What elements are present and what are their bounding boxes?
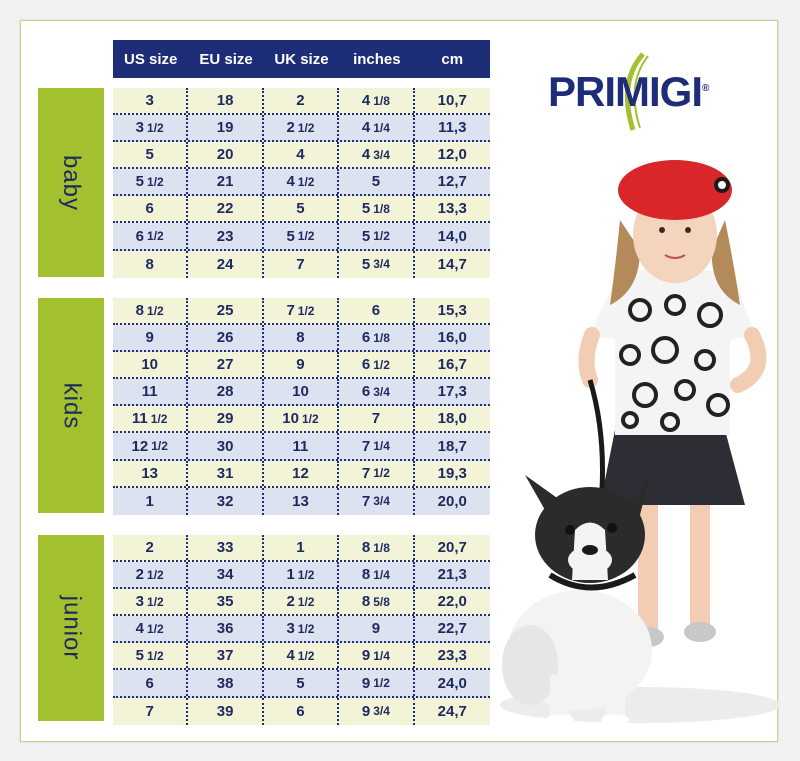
table-cell — [339, 589, 414, 614]
table-row — [113, 589, 490, 616]
cell-value: 24 — [216, 255, 234, 273]
cell-value: 9 — [296, 356, 305, 374]
table-cell — [188, 325, 263, 350]
header-us-size: US size — [124, 50, 178, 68]
cell-value: 12 — [292, 464, 309, 482]
header-inches: inches — [353, 50, 401, 68]
table-cell — [264, 251, 339, 278]
table-cell — [415, 352, 490, 377]
cell-fraction: 1/2 — [147, 120, 164, 135]
cell-fraction: 1/2 — [151, 439, 168, 454]
section-label-text: kids — [58, 382, 85, 429]
table-cell — [113, 535, 188, 560]
table-cell — [188, 698, 263, 725]
cell-value: 26 — [216, 329, 234, 347]
table-cell — [415, 88, 490, 113]
cell-value: 3 — [286, 620, 295, 638]
cell-fraction: 1/8 — [373, 201, 390, 216]
cell-value: 10 — [141, 356, 159, 374]
cell-value: 19 — [216, 119, 234, 137]
cell-value: 7 — [371, 410, 381, 428]
table-cell — [415, 325, 490, 350]
cell-value: 5 — [286, 227, 295, 245]
table-cell — [339, 196, 414, 221]
table-cell — [339, 142, 414, 167]
cell-value: 37 — [216, 647, 234, 665]
table-cell — [188, 251, 263, 278]
cell-value: 4 — [361, 119, 371, 137]
cell-value: 27 — [216, 356, 234, 374]
table-cell — [264, 562, 339, 587]
cell-value: 23,3 — [437, 647, 467, 665]
table-row — [113, 616, 490, 643]
table-cell — [339, 406, 414, 431]
table-cell — [415, 223, 490, 248]
table-cell — [339, 298, 414, 323]
cell-value: 22 — [216, 200, 234, 218]
cell-value: 13 — [141, 464, 159, 482]
table-cell — [264, 88, 339, 113]
cell-value: 9 — [361, 674, 371, 692]
table-cell — [339, 670, 414, 695]
cell-value: 12 — [131, 437, 149, 455]
table-cell — [113, 643, 188, 668]
cell-fraction: 5/8 — [373, 594, 390, 609]
cell-value: 32 — [216, 492, 234, 510]
cell-fraction: 1/8 — [373, 93, 390, 108]
table-cell — [339, 616, 414, 641]
cell-value: 14,0 — [437, 227, 467, 245]
cell-value: 4 — [296, 146, 305, 164]
cell-value: 7 — [296, 255, 305, 273]
table-cell — [188, 379, 263, 404]
cell-fraction: 3/4 — [373, 494, 390, 509]
table-cell — [339, 169, 414, 194]
cell-value: 1 — [145, 492, 154, 510]
table-cell — [415, 488, 490, 515]
table-cell — [188, 406, 263, 431]
table-row — [113, 488, 490, 515]
cell-value: 21,3 — [437, 566, 467, 584]
table-cell — [415, 616, 490, 641]
table-cell — [339, 325, 414, 350]
cell-value: 15,3 — [437, 302, 467, 320]
table-cell — [415, 562, 490, 587]
cell-value: 30 — [216, 437, 234, 455]
cell-fraction: 1/2 — [147, 229, 164, 244]
table-cell — [415, 535, 490, 560]
cell-fraction: 1/2 — [373, 466, 390, 481]
table-row — [113, 325, 490, 352]
table-row — [113, 433, 490, 460]
table-cell — [113, 698, 188, 725]
table-cell — [339, 698, 414, 725]
table-cell — [415, 643, 490, 668]
cell-value: 8 — [361, 539, 371, 557]
cell-fraction: 1/2 — [297, 174, 315, 189]
table-cell — [339, 461, 414, 486]
cell-value: 5 — [361, 255, 371, 273]
cell-value: 2 — [286, 119, 295, 137]
cell-value: 16,0 — [437, 329, 467, 347]
cell-value: 11 — [141, 383, 158, 401]
cell-value: 34 — [216, 566, 234, 584]
cell-fraction: 1/4 — [373, 567, 390, 582]
cell-value: 4 — [286, 173, 295, 191]
table-cell — [415, 589, 490, 614]
cell-value: 10,7 — [437, 92, 467, 110]
table-cell — [415, 196, 490, 221]
table-cell — [113, 223, 188, 248]
cell-value: 6 — [371, 302, 381, 320]
table-row — [113, 562, 490, 589]
table-cell — [415, 461, 490, 486]
cell-value: 5 — [296, 674, 305, 692]
cell-value: 18,7 — [437, 437, 467, 455]
logo-wordmark: PRIMIGI® — [548, 68, 709, 115]
cell-value: 3 — [135, 119, 145, 137]
table-cell — [113, 379, 188, 404]
table-cell — [264, 142, 339, 167]
cell-value: 5 — [361, 200, 371, 218]
cell-fraction: 1/2 — [147, 648, 164, 663]
cell-value: 9 — [361, 647, 371, 665]
table-cell — [415, 406, 490, 431]
table-cell — [264, 325, 339, 350]
cell-value: 6 — [361, 383, 371, 401]
cell-fraction: 1/4 — [373, 439, 390, 454]
table-cell — [113, 169, 188, 194]
table-cell — [113, 488, 188, 515]
table-cell — [264, 698, 339, 725]
primigi-logo — [548, 52, 728, 132]
cell-value: 8 — [135, 302, 145, 320]
table-cell — [113, 589, 188, 614]
cell-value: 13,3 — [437, 200, 467, 218]
cell-value: 31 — [216, 464, 234, 482]
table-row — [113, 251, 490, 278]
cell-value: 20 — [216, 146, 234, 164]
size-group-junior — [113, 535, 490, 725]
cell-value: 5 — [296, 200, 305, 218]
cell-value: 18,0 — [437, 410, 467, 428]
table-cell — [264, 488, 339, 515]
cell-value: 5 — [371, 173, 381, 191]
table-cell — [339, 88, 414, 113]
table-cell — [188, 562, 263, 587]
table-cell — [264, 115, 339, 140]
cell-value: 20,7 — [437, 539, 467, 557]
cell-value: 7 — [145, 702, 154, 720]
table-row — [113, 406, 490, 433]
table-row — [113, 670, 490, 697]
cell-fraction: 1/2 — [147, 303, 164, 318]
cell-value: 38 — [216, 674, 234, 692]
cell-value: 2 — [286, 593, 295, 611]
cell-value: 19,3 — [437, 464, 467, 482]
cell-value: 5 — [361, 227, 371, 245]
cell-value: 9 — [371, 620, 381, 638]
table-cell — [113, 562, 188, 587]
table-cell — [113, 325, 188, 350]
cell-fraction: 1/2 — [297, 648, 315, 663]
cell-fraction: 1/8 — [373, 330, 390, 345]
table-row — [113, 698, 490, 725]
cell-value: 23 — [216, 227, 234, 245]
cell-value: 22,7 — [437, 620, 467, 638]
table-cell — [415, 169, 490, 194]
table-cell — [188, 643, 263, 668]
table-row — [113, 298, 490, 325]
cell-fraction: 1/2 — [297, 303, 315, 318]
cell-value: 11 — [131, 410, 148, 428]
table-cell — [113, 298, 188, 323]
size-group-kids — [113, 298, 490, 515]
table-row — [113, 461, 490, 488]
cell-fraction: 1/2 — [147, 567, 164, 582]
cell-fraction: 1/2 — [297, 120, 315, 135]
table-cell — [188, 298, 263, 323]
cell-fraction: 1/2 — [297, 229, 315, 244]
cell-value: 2 — [296, 92, 305, 110]
cell-value: 13 — [292, 492, 309, 510]
table-cell — [113, 461, 188, 486]
cell-fraction: 1/8 — [373, 540, 390, 555]
table-row — [113, 223, 490, 250]
cell-fraction: 1/2 — [297, 594, 315, 609]
table-cell — [188, 223, 263, 248]
cell-value: 1 — [296, 539, 305, 557]
table-cell — [113, 251, 188, 278]
table-cell — [339, 352, 414, 377]
table-cell — [188, 670, 263, 695]
cell-value: 24,7 — [437, 702, 467, 720]
table-cell — [113, 616, 188, 641]
cell-value: 5 — [135, 173, 145, 191]
table-cell — [339, 562, 414, 587]
table-row — [113, 535, 490, 562]
cell-value: 21 — [216, 173, 234, 191]
table-cell — [113, 88, 188, 113]
cell-value: 24,0 — [437, 674, 467, 692]
cell-fraction: 1/2 — [150, 411, 168, 426]
cell-value: 8 — [296, 329, 305, 347]
cell-value: 22,0 — [437, 593, 467, 611]
table-cell — [415, 142, 490, 167]
cell-value: 29 — [216, 410, 234, 428]
cell-value: 7 — [286, 302, 295, 320]
cell-value: 39 — [216, 702, 234, 720]
header-eu-size: EU size — [199, 50, 253, 68]
table-cell — [415, 251, 490, 278]
table-row — [113, 352, 490, 379]
table-cell — [113, 406, 188, 431]
table-cell — [264, 379, 339, 404]
cell-fraction: 1/2 — [373, 229, 390, 244]
table-cell — [415, 115, 490, 140]
table-cell — [113, 115, 188, 140]
table-cell — [264, 670, 339, 695]
table-cell — [188, 616, 263, 641]
table-cell — [188, 589, 263, 614]
table-cell — [415, 670, 490, 695]
cell-value: 6 — [361, 356, 371, 374]
table-cell — [113, 196, 188, 221]
header-cm: cm — [441, 50, 464, 68]
table-cell — [113, 352, 188, 377]
cell-value: 9 — [361, 702, 371, 720]
table-cell — [415, 698, 490, 725]
table-cell — [339, 379, 414, 404]
table-row — [113, 379, 490, 406]
cell-value: 5 — [145, 146, 154, 164]
cell-fraction: 1/2 — [147, 174, 164, 189]
cell-fraction: 1/4 — [373, 120, 390, 135]
cell-value: 10 — [282, 410, 299, 428]
table-cell — [264, 616, 339, 641]
cell-fraction: 3/4 — [373, 257, 390, 272]
cell-value: 1 — [286, 566, 295, 584]
cell-fraction: 1/2 — [297, 567, 315, 582]
cell-value: 14,7 — [437, 255, 467, 273]
cell-value: 6 — [145, 674, 154, 692]
cell-fraction: 1/2 — [301, 411, 319, 426]
cell-value: 3 — [145, 92, 154, 110]
cell-value: 8 — [145, 255, 154, 273]
table-cell — [188, 535, 263, 560]
table-cell — [113, 142, 188, 167]
cell-value: 20,0 — [437, 492, 467, 510]
girl-with-dog-photo — [490, 130, 790, 740]
table-row — [113, 643, 490, 670]
section-label-baby — [38, 88, 104, 277]
table-cell — [339, 251, 414, 278]
cell-value: 6 — [145, 200, 154, 218]
table-row — [113, 142, 490, 169]
cell-fraction: 1/2 — [373, 676, 390, 691]
table-cell — [264, 223, 339, 248]
cell-fraction: 1/2 — [147, 621, 164, 636]
cell-value: 2 — [135, 566, 145, 584]
table-cell — [339, 223, 414, 248]
section-label-text: baby — [57, 154, 85, 211]
size-group-baby — [113, 88, 490, 278]
table-cell — [264, 352, 339, 377]
table-cell — [188, 115, 263, 140]
section-label-text: junior — [57, 595, 85, 661]
table-cell — [264, 169, 339, 194]
cell-fraction: 1/4 — [373, 648, 390, 663]
cell-value: 4 — [286, 647, 295, 665]
section-label-kids — [38, 298, 104, 513]
cell-value: 7 — [361, 492, 371, 510]
table-cell — [113, 670, 188, 695]
cell-value: 4 — [361, 146, 371, 164]
table-row — [113, 115, 490, 142]
table-cell — [339, 488, 414, 515]
cell-value: 7 — [361, 464, 371, 482]
table-cell — [339, 643, 414, 668]
table-cell — [264, 461, 339, 486]
table-row — [113, 169, 490, 196]
table-cell — [188, 433, 263, 458]
table-cell — [264, 643, 339, 668]
table-cell — [415, 379, 490, 404]
cell-value: 33 — [216, 539, 234, 557]
table-header — [113, 40, 490, 78]
table-cell — [188, 88, 263, 113]
cell-value: 8 — [361, 566, 371, 584]
table-cell — [339, 433, 414, 458]
table-cell — [339, 535, 414, 560]
table-cell — [188, 169, 263, 194]
table-cell — [264, 196, 339, 221]
cell-value: 6 — [135, 227, 145, 245]
table-cell — [415, 298, 490, 323]
cell-value: 35 — [216, 593, 234, 611]
table-cell — [188, 142, 263, 167]
table-cell — [188, 488, 263, 515]
cell-fraction: 1/2 — [147, 594, 164, 609]
cell-value: 11,3 — [438, 119, 467, 137]
cell-value: 25 — [216, 302, 234, 320]
cell-value: 5 — [135, 647, 145, 665]
cell-value: 18 — [216, 92, 234, 110]
cell-fraction: 3/4 — [373, 704, 390, 719]
table-cell — [415, 433, 490, 458]
cell-value: 16,7 — [437, 356, 467, 374]
cell-value: 12,0 — [437, 146, 467, 164]
table-cell — [113, 433, 188, 458]
cell-value: 4 — [361, 92, 371, 110]
cell-value: 9 — [145, 329, 154, 347]
table-cell — [264, 406, 339, 431]
table-cell — [264, 433, 339, 458]
table-cell — [264, 535, 339, 560]
cell-fraction: 1/2 — [297, 621, 315, 636]
table-cell — [188, 461, 263, 486]
table-cell — [339, 115, 414, 140]
cell-value: 11 — [292, 437, 309, 455]
table-row — [113, 88, 490, 115]
cell-value: 6 — [361, 329, 371, 347]
cell-value: 3 — [135, 593, 145, 611]
cell-value: 12,7 — [437, 173, 467, 191]
cell-fraction: 1/2 — [373, 357, 390, 372]
header-uk-size: UK size — [274, 50, 329, 68]
cell-fraction: 3/4 — [373, 384, 390, 399]
table-row — [113, 196, 490, 223]
section-label-junior — [38, 535, 104, 721]
table-cell — [188, 196, 263, 221]
table-cell — [188, 352, 263, 377]
table-cell — [264, 298, 339, 323]
cell-fraction: 3/4 — [373, 147, 390, 162]
cell-value: 6 — [296, 702, 305, 720]
cell-value: 4 — [135, 620, 145, 638]
cell-value: 17,3 — [437, 383, 467, 401]
cell-value: 28 — [216, 383, 234, 401]
cell-value: 10 — [292, 383, 309, 401]
cell-value: 8 — [361, 593, 371, 611]
cell-value: 7 — [361, 437, 371, 455]
cell-value: 2 — [145, 539, 154, 557]
table-cell — [264, 589, 339, 614]
cell-value: 36 — [216, 620, 234, 638]
